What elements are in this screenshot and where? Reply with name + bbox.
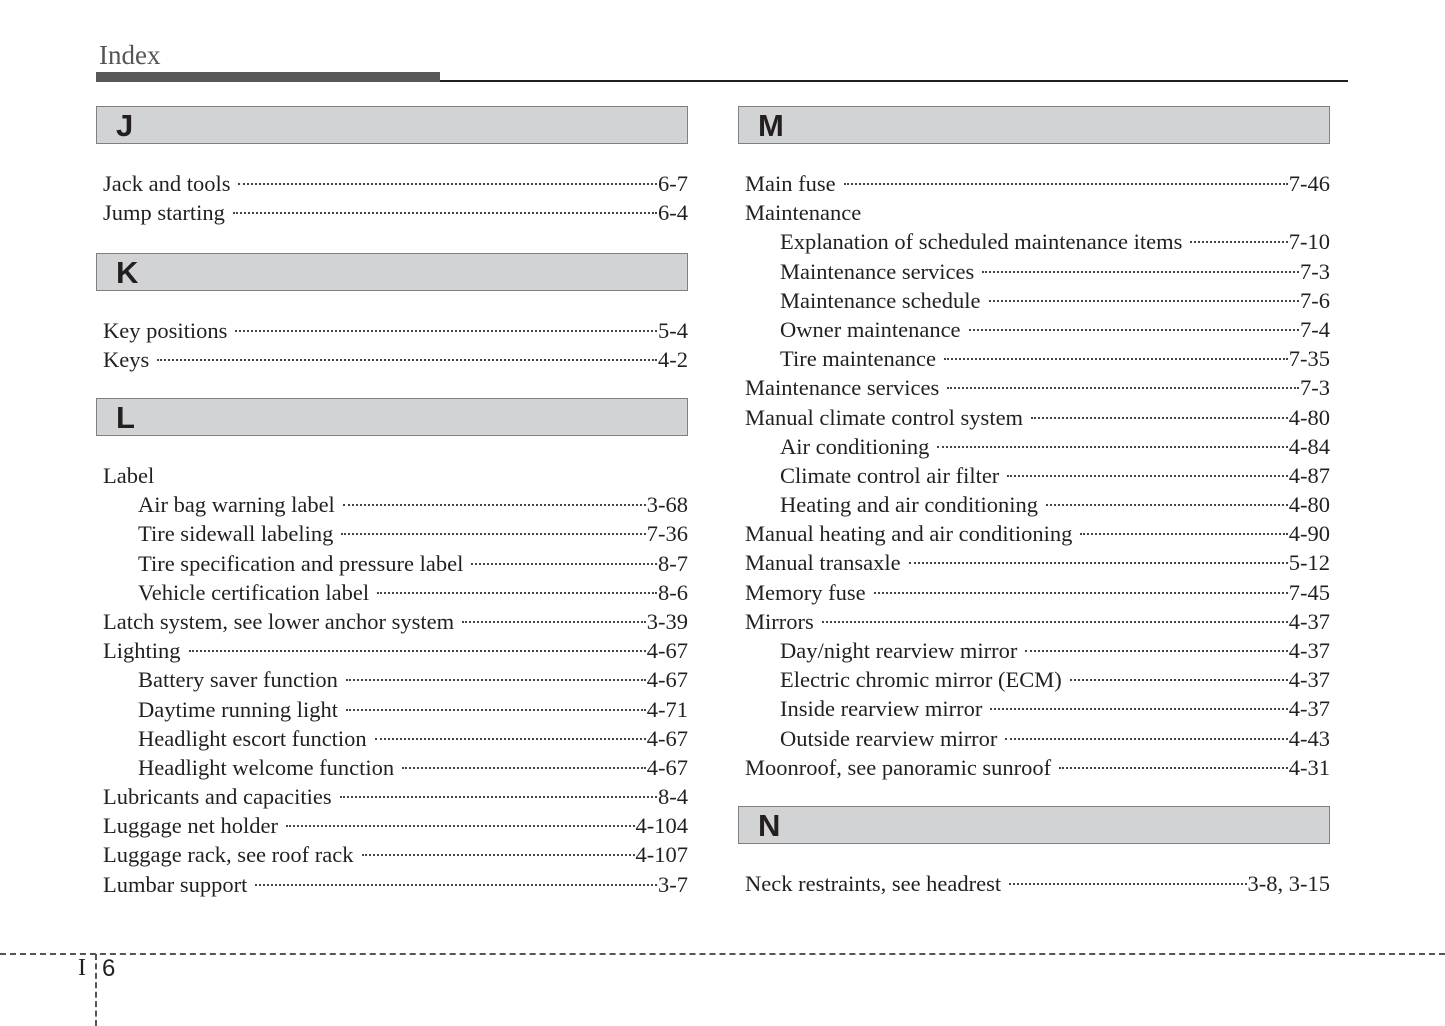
dot-leader: [1070, 679, 1288, 681]
entry-label: Luggage net holder: [103, 813, 278, 839]
section-header: [738, 106, 1330, 144]
dot-leader: [1009, 883, 1246, 885]
entry-page: 4-67: [646, 638, 688, 664]
entry-label: Key positions: [103, 318, 228, 343]
entry-page: 8-6: [658, 579, 688, 605]
entry-label: Label: [103, 463, 155, 488]
index-entry: [96, 578, 688, 607]
dot-leader: [874, 592, 1288, 594]
section-letter: J: [116, 108, 134, 143]
entry-page: 4-80: [1288, 404, 1330, 430]
index-entry: [738, 519, 1330, 548]
index-entry: [738, 665, 1330, 694]
entry-page: 4-67: [646, 725, 688, 751]
entry-label: Maintenance services: [745, 375, 940, 401]
index-entries: [96, 461, 688, 899]
entry-label: Manual heating and air conditioning: [745, 521, 1073, 547]
entry-label: Neck restraints, see headrest: [745, 871, 1002, 896]
dot-leader: [346, 709, 646, 711]
index-entry: [96, 490, 688, 519]
entry-label: Moonroof, see panoramic sunroof: [745, 754, 1052, 780]
entry-label: Daytime running light: [138, 696, 338, 722]
index-entry: [738, 694, 1330, 723]
index-entry: [738, 403, 1330, 432]
entry-page: 4-104: [635, 813, 688, 839]
entry-page: 7-6: [1300, 287, 1330, 313]
entry-page: 7-10: [1288, 229, 1330, 255]
dot-leader: [989, 300, 1299, 302]
entry-page: 6-4: [658, 200, 688, 226]
index-entry: [96, 636, 688, 665]
index-entry: [738, 607, 1330, 636]
index-entry: [96, 695, 688, 724]
entry-label: Day/night rearview mirror: [780, 638, 1018, 663]
index-entry: [96, 461, 688, 490]
entry-page: 4-107: [635, 842, 688, 868]
dot-leader: [286, 825, 635, 827]
index-entries: [96, 316, 688, 374]
entry-page: 4-90: [1288, 521, 1330, 547]
entry-page: 4-31: [1288, 754, 1330, 780]
entry-page: 7-45: [1288, 579, 1330, 605]
entry-label: Latch system, see lower anchor system: [103, 608, 455, 634]
section-header: [96, 106, 688, 144]
dot-leader: [1190, 241, 1287, 243]
index-entry: [96, 519, 688, 548]
entry-label: Air conditioning: [780, 433, 930, 459]
entry-label: Memory fuse: [745, 579, 866, 605]
dot-leader: [822, 621, 1288, 623]
entry-label: Explanation of scheduled maintenance items: [780, 229, 1183, 255]
index-entry: [738, 753, 1330, 782]
entry-label: Manual climate control system: [745, 404, 1024, 430]
header-bar: [96, 72, 440, 82]
footer-margin-line: [95, 954, 97, 1026]
entry-page: 4-43: [1288, 725, 1330, 751]
dot-leader: [255, 884, 657, 886]
index-entry: [96, 607, 688, 636]
dot-leader: [341, 533, 645, 535]
entry-page: 4-84: [1288, 433, 1330, 459]
entry-page: 5-4: [658, 318, 688, 343]
index-entry: [738, 198, 1330, 227]
entry-label: Main fuse: [745, 171, 836, 196]
dot-leader: [235, 330, 657, 332]
entry-label: Lighting: [103, 638, 181, 664]
dot-leader: [377, 592, 657, 594]
index-entry: [96, 345, 688, 374]
index-entry: [738, 869, 1330, 898]
entry-label: Lubricants and capacities: [103, 784, 332, 810]
dot-leader: [1025, 650, 1287, 652]
entry-page: 3-8, 3-15: [1247, 871, 1330, 896]
index-entry: [96, 665, 688, 694]
entry-page: 7-46: [1288, 171, 1330, 196]
dot-leader: [402, 767, 646, 769]
dot-leader: [944, 358, 1288, 360]
entry-label: Jump starting: [103, 200, 225, 226]
index-entry: [96, 840, 688, 869]
index-entry: [96, 724, 688, 753]
index-entry: [738, 636, 1330, 665]
dot-leader: [947, 387, 1299, 389]
entry-page: 4-37: [1288, 638, 1330, 663]
entry-page: 7-35: [1288, 346, 1330, 372]
entry-page: 3-39: [646, 608, 688, 634]
entry-label: Headlight welcome function: [138, 754, 395, 780]
index-entry: [738, 578, 1330, 607]
dot-leader: [462, 621, 646, 623]
entry-label: Lumbar support: [103, 871, 248, 897]
index-entry: [96, 753, 688, 782]
index-entries: [738, 869, 1330, 898]
entry-label: Manual transaxle: [745, 550, 901, 576]
header-rule: [440, 80, 1348, 82]
entry-page: 3-7: [658, 871, 688, 897]
dot-leader: [937, 446, 1287, 448]
index-entry: [738, 227, 1330, 256]
dot-leader: [969, 329, 1299, 331]
entry-label: Keys: [103, 347, 150, 373]
entry-label: Heating and air conditioning: [780, 492, 1039, 518]
entry-label: Outside rearview mirror: [780, 725, 998, 751]
dot-leader: [982, 271, 1299, 273]
index-entry: [738, 490, 1330, 519]
index-entry: [96, 811, 688, 840]
dot-leader: [362, 854, 635, 856]
index-entry: [738, 373, 1330, 402]
section-letter: N: [758, 808, 781, 843]
section-letter: K: [116, 255, 139, 290]
dot-leader: [1080, 533, 1287, 535]
entry-label: Maintenance services: [780, 258, 975, 284]
index-entry: [96, 782, 688, 811]
footer-divider: [0, 953, 1445, 955]
entry-label: Jack and tools: [103, 171, 231, 196]
entry-label: Owner maintenance: [780, 316, 961, 342]
index-entry: [96, 316, 688, 345]
entry-page: 7-3: [1300, 375, 1330, 401]
entry-label: Vehicle certification label: [138, 579, 370, 605]
dot-leader: [346, 679, 646, 681]
dot-leader: [1059, 767, 1288, 769]
footer-section: I: [78, 955, 86, 981]
entry-page: 4-37: [1288, 667, 1330, 693]
entry-label: Tire specification and pressure label: [138, 550, 464, 576]
entry-label: Battery saver function: [138, 667, 338, 693]
entry-label: Inside rearview mirror: [780, 696, 983, 722]
entry-page: 7-4: [1300, 316, 1330, 342]
entry-label: Mirrors: [745, 608, 814, 634]
entry-page: 5-12: [1288, 550, 1330, 576]
entry-page: 8-7: [658, 550, 688, 576]
entry-page: 4-80: [1288, 492, 1330, 518]
entry-page: 6-7: [658, 171, 688, 196]
index-entry: [738, 461, 1330, 490]
page-title: Index: [99, 40, 161, 70]
entry-page: 4-67: [646, 754, 688, 780]
entry-page: 4-37: [1288, 696, 1330, 722]
entry-page: 4-71: [646, 696, 688, 722]
dot-leader: [238, 183, 657, 185]
entry-label: Luggage rack, see roof rack: [103, 842, 354, 868]
index-entry: [96, 870, 688, 899]
dot-leader: [1005, 738, 1287, 740]
index-entry: [738, 344, 1330, 373]
entry-page: 3-68: [646, 492, 688, 518]
index-entry: [738, 257, 1330, 286]
entry-page: 4-37: [1288, 608, 1330, 634]
index-entry: [96, 549, 688, 578]
dot-leader: [909, 562, 1288, 564]
dot-leader: [189, 650, 646, 652]
entry-page: 4-67: [646, 667, 688, 693]
dot-leader: [340, 796, 657, 798]
entry-page: 8-4: [658, 784, 688, 810]
dot-leader: [233, 212, 657, 214]
index-entries: [96, 169, 688, 227]
section-header: [738, 806, 1330, 844]
index-entries: [738, 169, 1330, 782]
entry-label: Electric chromic mirror (ECM): [780, 667, 1062, 693]
index-entry: [96, 198, 688, 227]
dot-leader: [1007, 475, 1287, 477]
dot-leader: [157, 359, 657, 361]
dot-leader: [844, 183, 1288, 185]
entry-label: Climate control air filter: [780, 462, 1000, 488]
entry-label: Air bag warning label: [138, 492, 335, 518]
section-letter: M: [758, 108, 784, 143]
entry-label: Maintenance: [745, 200, 862, 226]
section-letter: L: [116, 400, 135, 435]
dot-leader: [1046, 504, 1288, 506]
entry-page: 7-3: [1300, 258, 1330, 284]
dot-leader: [1031, 417, 1288, 419]
entry-label: Tire maintenance: [780, 346, 936, 372]
section-header: [96, 253, 688, 291]
entry-page: 4-2: [658, 347, 688, 373]
entry-page: 7-36: [646, 521, 688, 547]
index-entry: [738, 169, 1330, 198]
entry-label: Tire sidewall labeling: [138, 521, 334, 547]
section-header: [96, 398, 688, 436]
dot-leader: [990, 708, 1287, 710]
index-entry: [738, 315, 1330, 344]
index-entry: [738, 724, 1330, 753]
dot-leader: [343, 504, 646, 506]
dot-leader: [471, 563, 657, 565]
entry-label: Headlight escort function: [138, 725, 367, 751]
entry-page: 4-87: [1288, 462, 1330, 488]
entry-label: Maintenance schedule: [780, 287, 981, 313]
index-entry: [738, 548, 1330, 577]
dot-leader: [375, 738, 646, 740]
index-entry: [738, 432, 1330, 461]
page-number: 6: [102, 955, 116, 982]
index-entry: [96, 169, 688, 198]
index-entry: [738, 286, 1330, 315]
